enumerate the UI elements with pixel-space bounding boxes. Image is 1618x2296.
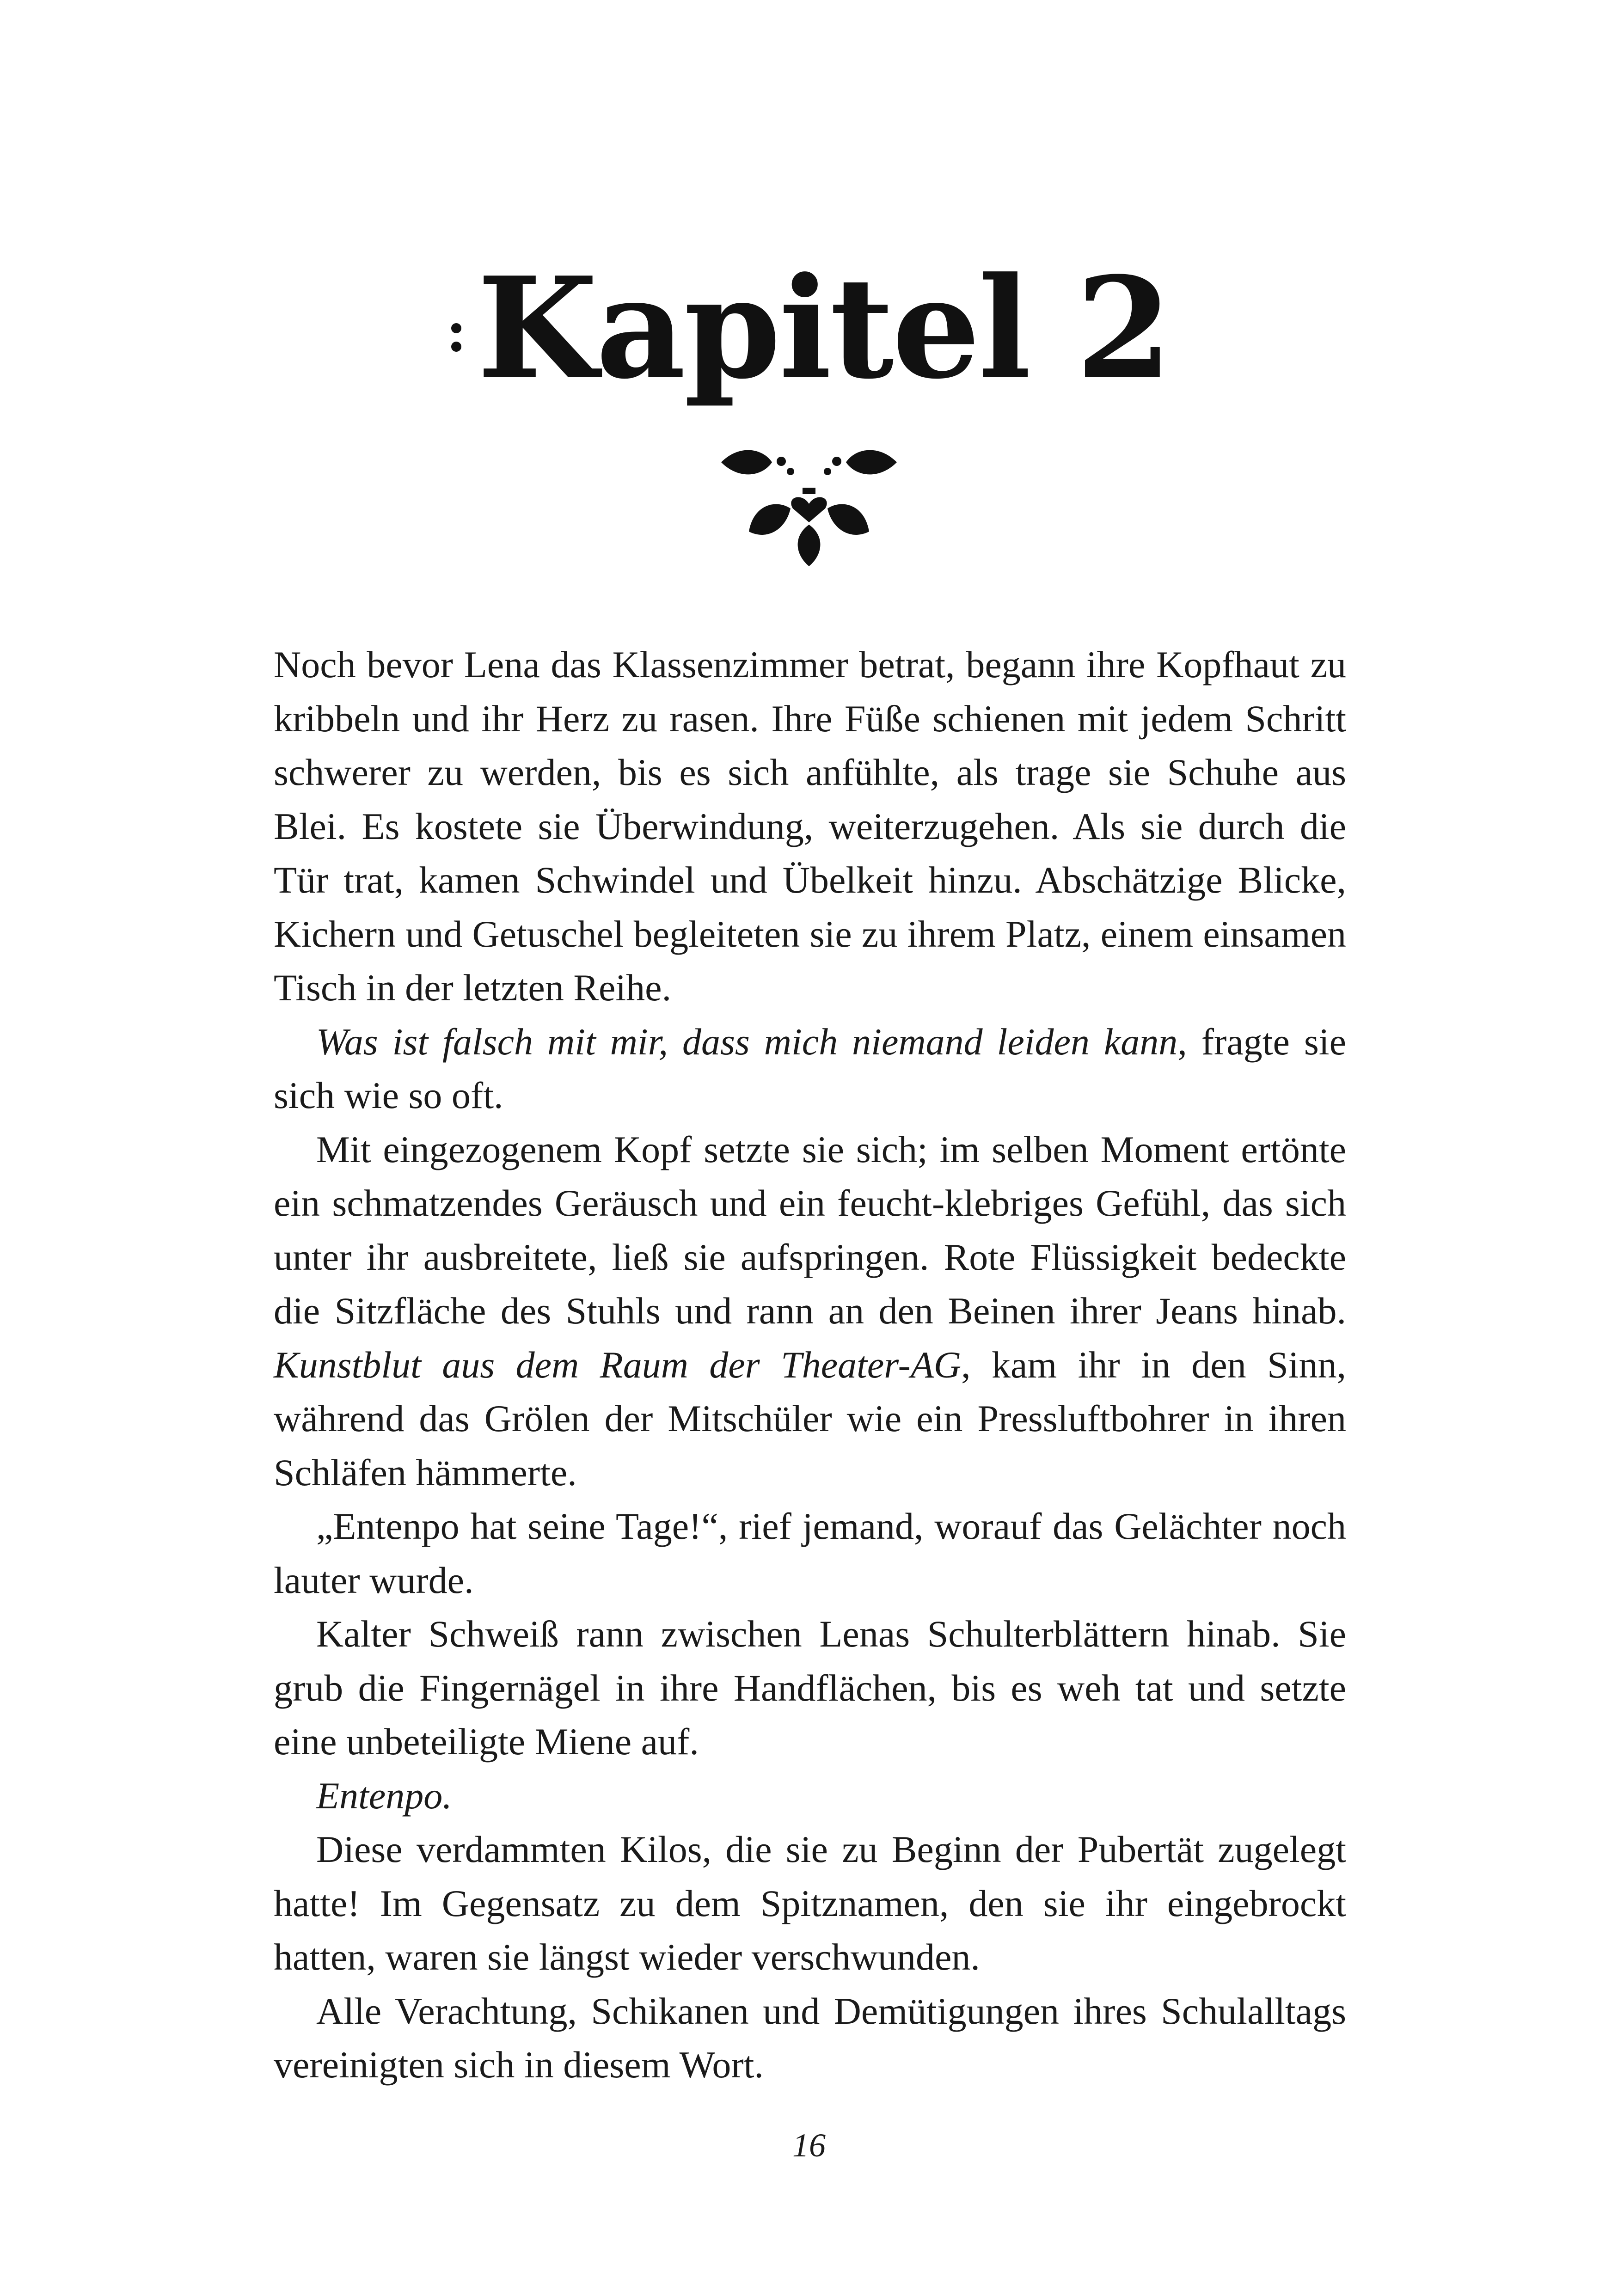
chapter-title-text: Kapitel 2: [477, 246, 1171, 410]
paragraph-text: Noch bevor Lena das Klassenzimmer betrat, begann ihre Kopfhaut zu kribbeln und ihr Herz zu rasen. Ihre Füße schienen mit jedem Schritt schwerer zu werden, bis es sich anfühlte, als trage sie Schuhe aus Blei. Es kostete sie Überwindung, weiterzugehen. Als sie durch die Tür trat, kamen Schwindel und Übelkeit hinzu. Abschätzige Blicke, Kichern und Getuschel begleiteten sie zu ihrem Platz, einem einsamen Tisch in der letzten Reihe.: [274, 643, 1346, 1009]
inner-thought-text: Kunstblut aus dem Raum der Theater-AG: [274, 1343, 962, 1386]
paragraph-text: Alle Verachtung, Schikanen und Demütigungen ihres Schulalltags vereinigten sich in diesem Wort.: [274, 1990, 1346, 2086]
colon-dots-icon: [447, 313, 466, 368]
floral-ornament-icon: [712, 444, 906, 569]
paragraph-text: , fragte sie sich wie so oft.: [274, 1020, 1346, 1116]
paragraph: [274, 1500, 1346, 1607]
paragraph: [274, 638, 1346, 1015]
paragraph-text: Kalter Schweiß rann zwischen Lenas Schulterblättern hinab. Sie grub die Fingernägel in ihre Handflächen, bis es weh tat und setzte eine unbeteiligte Miene auf.: [274, 1613, 1346, 1763]
chapter-heading: [0, 246, 1618, 410]
paragraph-text: , kam ihr in den Sinn, während das Grölen der Mitschüler wie ein Pressluftbohrer in ihren Schläfen hämmerte.: [274, 1343, 1346, 1494]
inner-thought-text: Was ist falsch mit mir, dass mich niemand leiden kann: [316, 1020, 1178, 1063]
paragraph: [274, 1123, 1346, 1500]
paragraph: [274, 1607, 1346, 1769]
paragraph: [274, 1015, 1346, 1123]
page-number: 16: [792, 2127, 826, 2164]
body-text: [274, 638, 1346, 2092]
dialogue-text: „Entenpo hat seine Tage!“, rief jemand, worauf das Gelächter noch lauter wurde.: [274, 1505, 1346, 1601]
paragraph-text: Mit eingezogenem Kopf setzte sie sich; im selben Moment ertönte ein schmatzendes Geräusch und ein feucht-klebriges Gefühl, das sich unter ihr ausbreitete, ließ sie aufspringen. Rote Flüssigkeit bedeckte die Sitzfläche des Stuhls und rann an den Beinen ihrer Jeans hinab.: [274, 1128, 1346, 1332]
paragraph: [274, 1823, 1346, 1984]
paragraph: [274, 1769, 1346, 1823]
paragraph-text: Diese verdammten Kilos, die sie zu Beginn der Pubertät zugelegt hatte! Im Gegensatz zu dem Spitznamen, den sie ihr eingebrockt hatten, waren sie längst wieder verschwunden.: [274, 1828, 1346, 1978]
paragraph: [274, 1984, 1346, 2092]
inner-thought-text: Entenpo.: [316, 1774, 452, 1817]
